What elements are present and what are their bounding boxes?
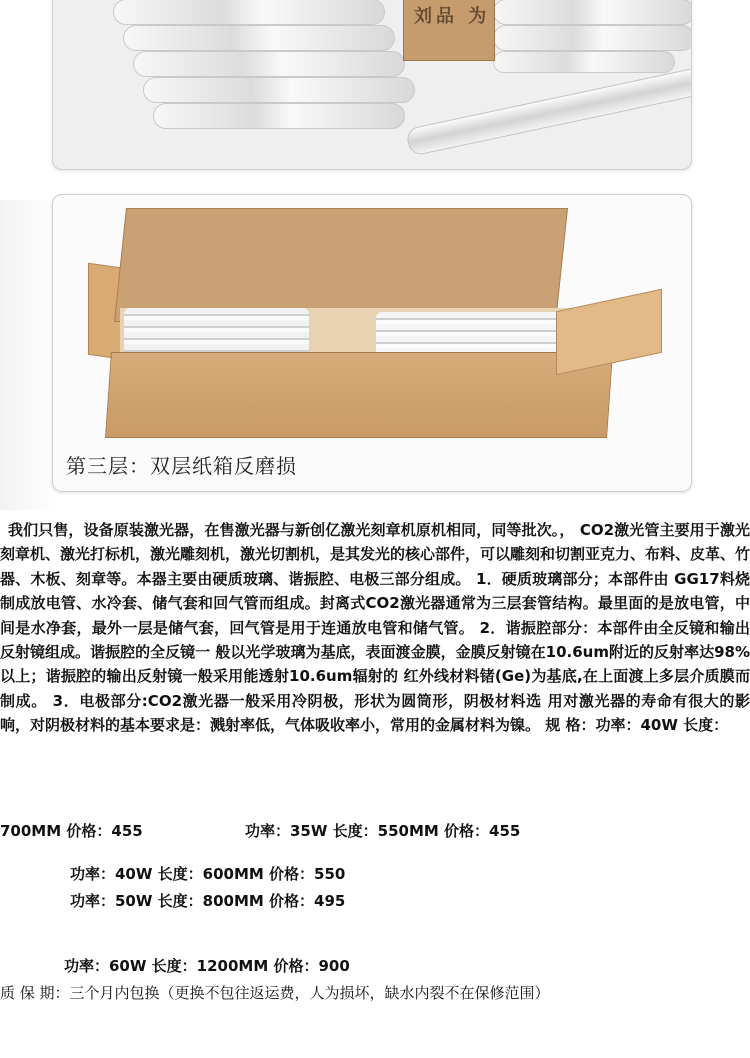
product-description <box>0 518 750 738</box>
photo-caption: 第三层：双层纸箱反磨损 <box>66 454 297 478</box>
spec-line-1: 700MM 价格：455 <box>0 822 143 840</box>
product-photo-packaged-tubes <box>52 0 692 170</box>
spec-line-4: 功率：50W 长度：800MM 价格：495 <box>70 892 346 910</box>
warranty-text: 质 保 期：三个月内包换（更换不包往返运费，人为损坏，缺水内裂不在保修范围） <box>0 984 550 1002</box>
box-label-text: 刘品 为 <box>414 6 491 27</box>
laser-tube-image <box>405 60 692 156</box>
spec-line-5: 功率：60W 长度：1200MM 价格：900 <box>64 957 350 975</box>
spec-line-3: 功率：40W 长度：600MM 价格：550 <box>70 865 346 883</box>
background-tube-ghost <box>0 200 56 510</box>
carton-back-wall <box>114 208 568 322</box>
description-paragraph: 我们只售，设备原装激光器，在售激光器与新创亿激光刻章机原机相同，同等批次。， CO2激光管主要用于激光刻章机、激光打标机，激光雕刻机，激光切割机，是其发光的核心部件，可以雕刻和切割亚克力、布料、皮革、竹器、木板、刻章等。本器主要由硬质玻璃、谐振腔、电极三部分组成。 1．硬质玻璃部分；本部件由 GG17料烧制成放电管、水冷套、储气套和回气管而组成。封离式CO2激光器通常为三层套管结构。最里面的是放电管，中间是水净套，最外一层是储气套，回气管是用于连通放电管和储气管。 2．谐振腔部分：本部件由全反镜和输出反射镜组成。谐振腔的全反镜一 般以光学玻璃为基底，表面渡金膜，金膜反射镜在10.6um附近的反射率达98%以上；谐振腔的输出反射镜一般采用能透射10.6um辐射的 红外线材料锗(Ge)为基底,在上面渡上多层介质膜而制成。 3．电极部分:CO2激光器一般采用冷阴极，形状为圆筒形，阴极材料选 用对激光器的寿命有很大的影响，对阴极材料的基本要求是：溅射率低，气体吸收率小，常用的金属材料为镍。 规 格：功率：40W 长度： <box>0 521 750 735</box>
carton-front-wall <box>105 352 613 438</box>
spec-line-2: 功率：35W 长度：550MM 价格：455 <box>245 822 521 840</box>
carton-tubes-left <box>124 308 309 354</box>
box-label <box>403 0 495 61</box>
